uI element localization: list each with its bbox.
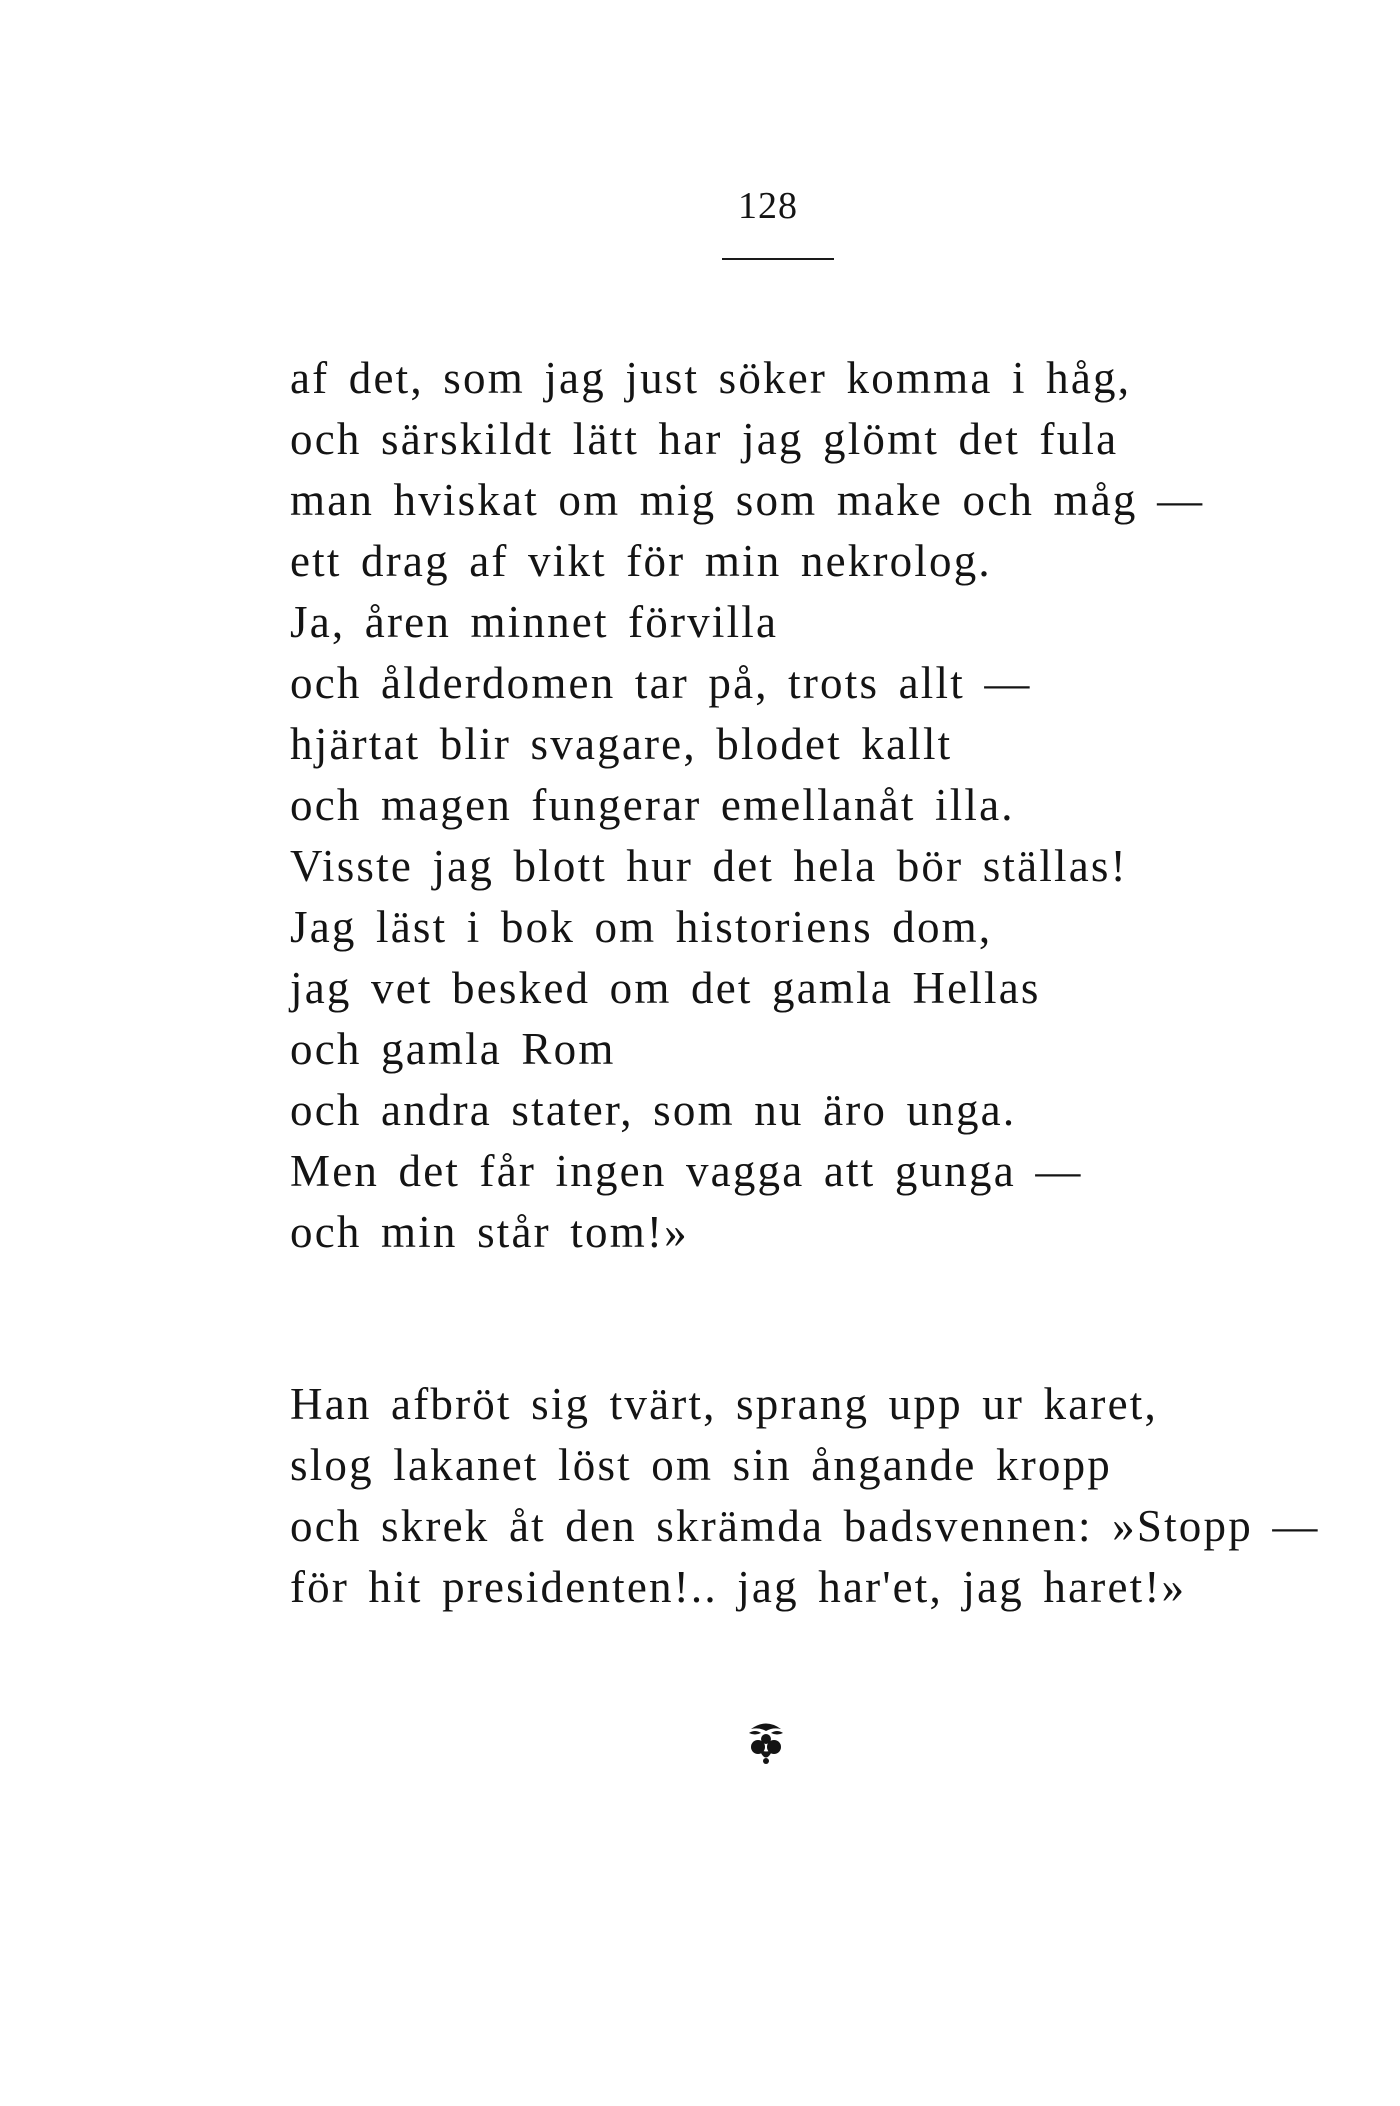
verse-line: och särskildt lätt har jag glömt det fula — [290, 414, 1119, 464]
verse-line: af det, som jag just söker komma i håg, — [290, 353, 1132, 403]
verse-line: man hviskat om mig som make och måg — — [290, 475, 1205, 525]
verse-line: Ja, åren minnet förvilla — [290, 597, 779, 647]
page-number: 128 — [738, 185, 798, 227]
verse-line: och gamla Rom — [290, 1024, 616, 1074]
verse-line: och min står tom!» — [290, 1207, 689, 1257]
verse-line: och skrek åt den skrämda badsvennen: »Stopp — — [290, 1501, 1320, 1551]
verse-line: för hit presidenten!.. jag har'et, jag haret!» — [290, 1562, 1187, 1612]
stanza-2 — [290, 1374, 1320, 1618]
verse-line: slog lakanet löst om sin ångande kropp — [290, 1440, 1112, 1490]
fleuron-icon — [741, 1716, 791, 1766]
verse-line: och andra stater, som nu äro unga. — [290, 1085, 1017, 1135]
verse-line: Han afbröt sig tvärt, sprang upp ur karet, — [290, 1379, 1158, 1429]
header-rule — [722, 258, 834, 260]
stanza-1 — [290, 348, 1204, 1263]
verse-line: hjärtat blir svagare, blodet kallt — [290, 719, 953, 769]
verse-line: och magen fungerar emellanåt illa. — [290, 780, 1015, 830]
verse-line: ett drag af vikt för min nekrolog. — [290, 536, 992, 586]
verse-line: Men det får ingen vagga att gunga — — [290, 1146, 1083, 1196]
verse-line: Visste jag blott hur det hela bör ställas! — [290, 841, 1128, 891]
verse-line: Jag läst i bok om historiens dom, — [290, 902, 993, 952]
verse-line: jag vet besked om det gamla Hellas — [290, 963, 1041, 1013]
verse-line: och ålderdomen tar på, trots allt — — [290, 658, 1032, 708]
